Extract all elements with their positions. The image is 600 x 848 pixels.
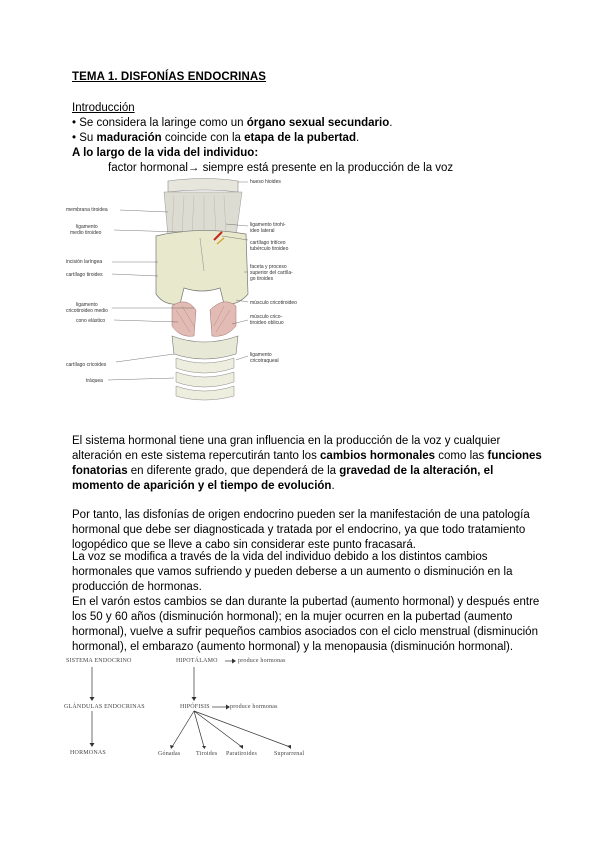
bullet-organo-sexual [72,117,392,129]
label-go-tiroides: go tiroides [250,276,274,282]
node-gonadas: Gónadas [158,751,181,757]
node-produce-hormonas-1: produce hormonas [238,658,286,664]
para1-text3: en diferente grado, que dependerá de la [127,465,340,477]
label-cartilago-triticeo: cartílago tritíceo [250,240,286,246]
node-produce-hormonas-2: produce hormonas [230,704,278,710]
paragraph-la-voz: La voz se modifica a través de la vida del individuo debido a los distintos cambios hormonales que vamos sufriendo y pueden deberse a un aumento o disminución en la producción de hormonas. [72,551,513,593]
bullet1-text: • Se considera la laringe como un [72,117,247,129]
page-title: TEMA 1. DISFONÍAS ENDOCRINAS [72,71,267,83]
label-hueso-hioides: hueso hioides [250,179,281,185]
endocrine-flow-diagram [60,655,360,765]
label-incision-laringea: incisión laríngea [66,259,103,265]
bullet2-bold2: etapa de la pubertad [244,132,356,144]
label-musculo-crico: músculo crico- [250,314,283,320]
label-membrana-tiroidea: membrana tiroidea [66,207,108,213]
label-cricotraqueal: cricotraqueal [250,358,279,364]
node-sistema-endocrino: SISTEMA ENDOCRINO [66,658,132,664]
label-ideo-lateral: ideo lateral [250,228,275,234]
node-hipofisis: HIPÓFISIS [180,704,210,710]
label-ligamento-tirohioideo: ligamento tirohi- [250,222,286,228]
flow-arrows [60,655,360,765]
bullet-maduracion [72,132,359,144]
node-hormonas: HORMONAS [70,750,106,756]
paragraph-sistema-hormonal [72,434,542,494]
label-cono-elastico: cono elástico [76,318,106,324]
label-superior-cartilago: superior del cartíla- [250,270,293,276]
label-cartilago-cricoides: cartílago cricoides [66,362,107,368]
bullet2-mid: coincide con la [161,132,245,144]
label-cartilago-tiroides: cartílago tiroides [66,272,103,278]
label-medio-tiroideo: medio tiroideo [70,230,102,236]
label-traquea: tráquea [86,378,103,384]
para1-bold1: cambios hormonales [320,450,436,462]
factor-hormonal-line: factor hormonal→ siempre está presente en la producción de la voz [108,162,454,174]
label-tuberculo-tiroideo: tubérculo tiroideo [250,246,289,252]
para1-text2: como las [435,450,488,462]
para1-bold2: funciones fonatorias [72,450,542,477]
label-musculo-cricotiroideo: músculo cricotiroideo [250,300,297,306]
node-paratiroides: Paratiroides [226,751,258,757]
label-ligamento-1: ligamento [76,224,98,230]
label-tiroideo-oblicuo: tiroideo oblicuo [250,320,284,326]
larynx-illustration [60,176,310,402]
section-heading-introduccion: Introducción [72,102,135,114]
para1-text1: El sistema hormonal tiene una gran influencia en la producción de la voz y cualquier alteración en este sistema repercutirán tanto los [72,435,501,462]
bullet2-text: • Su [72,132,97,144]
para1-text4: . [331,480,335,492]
bullet2-end: . [355,132,360,144]
node-glandulas-endocrinas: GLÁNDULAS ENDOCRINAS [64,704,145,710]
bullet1-end: . [389,117,393,129]
bullet1-bold: órgano sexual secundario [246,117,390,129]
node-tiroides: Tiroides [196,751,218,757]
node-hipotalamo: HIPOTÁLAMO [176,658,218,664]
paragraph-varon-mujer: En el varón estos cambios se dan durante la pubertad (aumento hormonal) y después entre los 50 y 60 años (disminución hormonal); en la mujer ocurren en la pubertad (aumento hormonal), vuelve a sufrir pequeños cambios asociados con el ciclo menstrual (disminución hormonal), el embarazo (aumento hormonal) y la menopausia (disminución hormonal). [72,596,540,653]
para1-bold3: gravedad de la alteración, el momento de aparición y el tiempo de evolución [72,465,494,492]
paragraph-por-tanto: Por tanto, las disfonías de origen endocrino pueden ser la manifestación de una patología hormonal que debe ser diagnosticada y tratada por el endocrino, ya que todo tratamiento logopédico que se lleve a cabo sin considerar este punto fracasará. [72,509,530,551]
node-suprarrenal: Suprarrenal [274,751,305,757]
label-faceta-proceso: faceta y proceso [250,264,287,270]
label-ligamento-3: ligamento [250,352,272,358]
label-cricotiroideo-medio: cricotiroideo medio [66,308,108,314]
bullet2-bold1: maduración [96,132,162,144]
lifetime-heading: A lo largo de la vida del individuo: [72,147,259,159]
label-ligamento-2: ligamento [76,302,98,308]
